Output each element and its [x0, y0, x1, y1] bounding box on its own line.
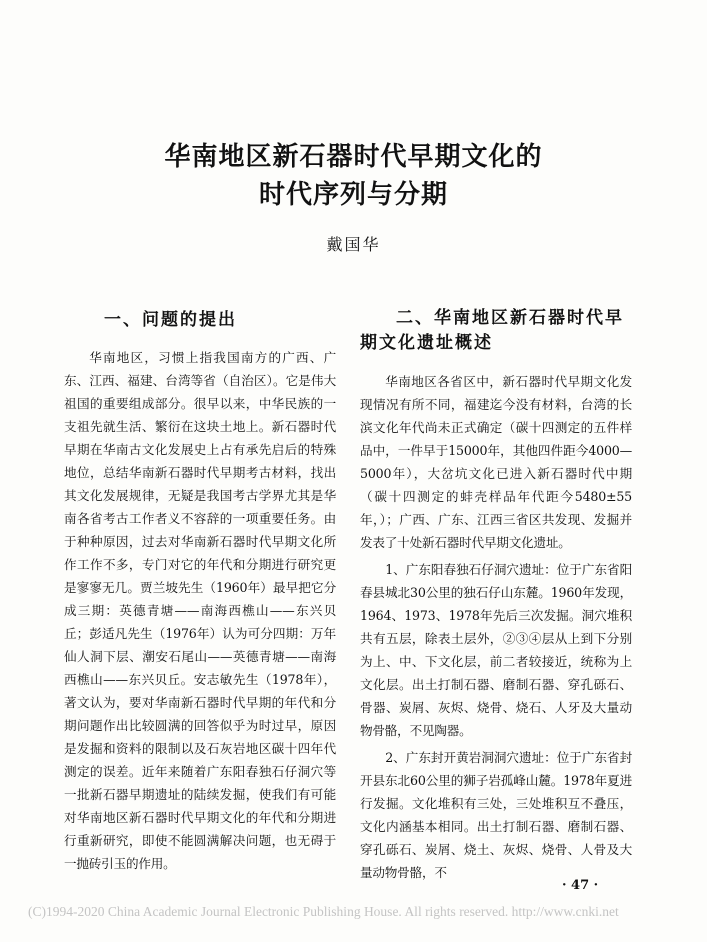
- copyright-footer: (C)1994-2020 China Academic Journal Electronic Publishing House. All rights reserved. http://www.cnki.net: [28, 904, 619, 919]
- section-1-heading: 一、问题的提出: [104, 310, 237, 330]
- author: 戴国华: [326, 235, 381, 254]
- section-1-paragraph-1: 华南地区，习惯上指我国南方的广西、广东、江西、福建、台湾等省（自治区）。它是伟大祖国的重要组成部分。很早以来，中华民族的一支祖先就生活、繁衍在这块土地上。新石器时代早期在华南古文化发展史上占有承先启后的特殊地位，总结华南新石器时代早期考古材料，找出其文化发展规律，无疑是我国考古学界尤其是华南各省考古工作者义不容辞的一项重要任务。由于种种原因，过去对华南新石器时代早期文化所作工作不多，专门对它的年代和分期进行研究更是寥寥无几。贾兰坡先生（1960年）最早把它分成三期：英德青塘——南海西樵山——东兴贝丘；彭适凡先生（1976年）认为可分四期：万年仙人洞下层、潮安石尾山——英德青塘——南海西樵山——东兴贝丘。安志敏先生（1978年），著文认为，要对华南新石器时代早期的年代和分期问题作出比较圆满的回答似乎为时过早，原因是发掘和资料的限制以及石灰岩地区碳十四年代测定的误差。近年来随着广东阳春独石仔洞穴等一批新石器早期遗址的陆续发掘，使我们有可能对华南地区新石器时代早期文化的年代和分期进行重新研究，即使不能圆满解决问题，也无碍于一抛砖引玉的作用。: [64, 350, 336, 871]
- section-2-heading: 二、华南地区新石器时代早期文化遗址概述: [360, 308, 624, 353]
- section-2-paragraph-3: 2、广东封开黄岩洞洞穴遗址：位于广东省封开县东北60公里的狮子岩孤峰山麓。1978年夏进行发掘。文化堆积有三处，三处堆积互不叠压，文化内涵基本相同。出土打制石器、磨制石器、穿孔砾石、炭屑、烧土、灰烬、烧骨、人骨及大量动物骨骼，不: [360, 750, 632, 880]
- left-column: [64, 300, 336, 879]
- section-2-paragraph-2: 1、广东阳春独石仔洞穴遗址：位于广东省阳春县城北30公里的独石仔山东麓。1960年发现，1964、1973、1978年先后三次发掘。洞穴堆积共有五层，除表土层外，②③④层从上到下分别为上、中、下文化层，前二者较接近，统称为上文化层。出土打制石器、磨制石器、穿孔砾石、骨器、炭屑、灰烬、烧骨、烧石、人牙及大量动物骨骼，不见陶器。: [360, 562, 632, 738]
- section-2-paragraph-1: 华南地区各省区中，新石器时代早期文化发现情况有所不同，福建迄今没有材料，台湾的长滨文化年代尚未正式确定（碳十四测定的五件样品中，一件早于15000年，其他四件距今4000—5000年），大岔坑文化已进入新石器时代中期（碳十四测定的蚌壳样品年代距今5480±55年，）；广西、广东、江西三省区共发现、发掘并发表了十处新石器时代早期文化遗址。: [360, 374, 632, 550]
- article-title-line-1: 华南地区新石器时代早期文化的: [164, 142, 543, 172]
- page-number: · 47 ·: [562, 878, 599, 893]
- article-title-line-2: 时代序列与分期: [258, 180, 448, 210]
- right-column: [360, 306, 632, 888]
